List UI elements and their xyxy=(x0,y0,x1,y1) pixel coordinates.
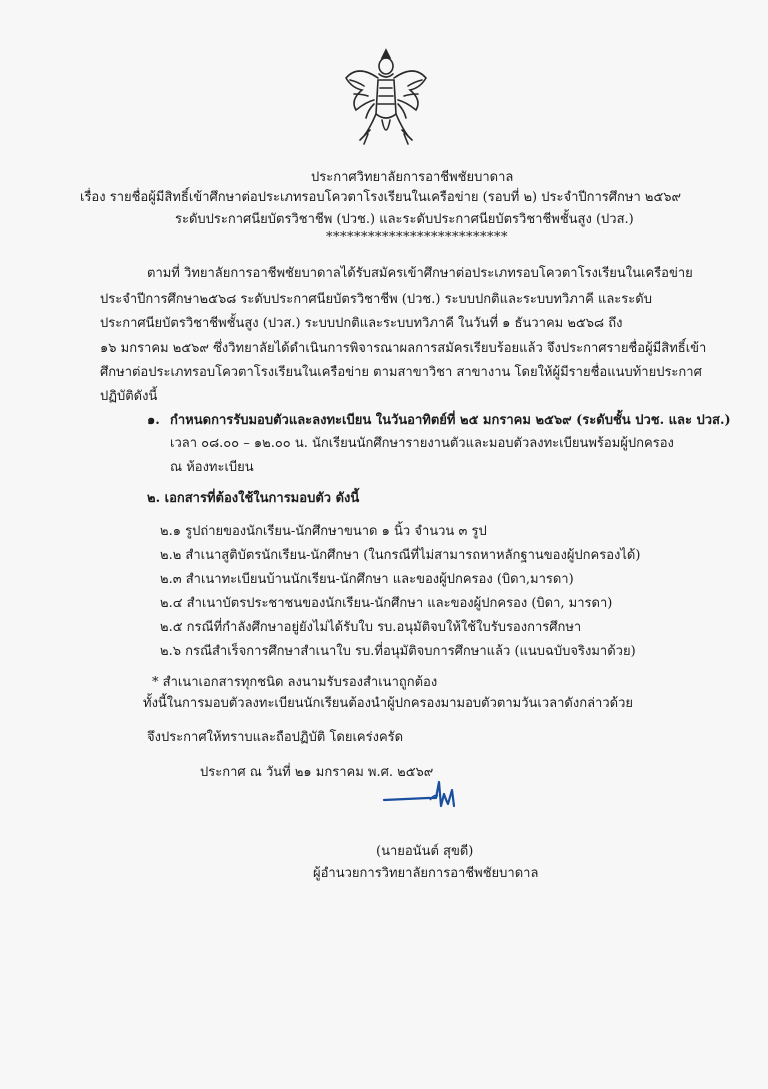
paragraph-line-5: ศึกษาต่อประเภทรอบโควตาโรงเรียนในเครือข่าย ตามสาขาวิชา สาขางาน โดยให้ผู้มีรายชื่อแนบท้ายประกาศ xyxy=(100,365,702,380)
garuda-emblem-icon xyxy=(338,44,434,152)
signature-icon xyxy=(378,760,468,820)
document-item: ๒.๒ สำเนาสูติบัตรนักเรียน-นักศึกษา (ในกรณีที่ไม่สามารถหาหลักฐานของผู้ปกครองได้) xyxy=(160,548,641,563)
paragraph-line-3: ประกาศนียบัตรวิชาชีพชั้นสูง (ปวส.) ระบบปกติและระบบทวิภาคี ในวันที่ ๑ ธันวาคม ๒๕๖๘ ถึง xyxy=(100,316,623,331)
separator-line: ************************** xyxy=(326,230,508,245)
item-1-number: ๑. xyxy=(147,413,160,428)
signer-name: (นายอนันต์ สุขดี) xyxy=(376,844,474,859)
subject-line-2: ระดับประกาศนียบัตรวิชาชีพ (ปวช.) และระดับประกาศนียบัตรวิชาชีพชั้นสูง (ปวส.) xyxy=(175,212,634,227)
item-2-title: ๒. เอกสารที่ต้องใช้ในการมอบตัว ดังนี้ xyxy=(147,491,360,506)
note-certify-copies: * สำเนาเอกสารทุกชนิด ลงนามรับรองสำเนาถูกต้อง xyxy=(152,675,438,690)
paragraph-line-4: ๑๖ มกราคม ๒๕๖๙ ซึ่งวิทยาลัยได้ดำเนินการพิจารณาผลการสมัครเรียบร้อยแล้ว จึงประกาศรายชื่อผู้มีสิทธิ์เข้า xyxy=(100,341,707,356)
document-item: ๒.๓ สำเนาทะเบียนบ้านนักเรียน-นักศึกษา และของผู้ปกครอง (บิดา,มารดา) xyxy=(160,572,574,587)
closing-statement: จึงประกาศให้ทราบและถือปฏิบัติ โดยเคร่งครัด xyxy=(147,730,404,745)
note-guardian-required: ทั้งนี้ในการมอบตัวลงทะเบียนนักเรียนต้องนำผู้ปกครองมามอบตัวตามวันเวลาดังกล่าวด้วย xyxy=(143,696,634,711)
item-1-time: เวลา ๐๘.๐๐ – ๑๒.๐๐ น. นักเรียนนักศึกษารายงานตัวและมอบตัวลงทะเบียนพร้อมผู้ปกครอง xyxy=(170,436,674,451)
announcement-org-title: ประกาศวิทยาลัยการอาชีพชัยบาดาล xyxy=(311,170,514,185)
document-item: ๒.๔ สำเนาบัตรประชาชนของนักเรียน-นักศึกษา และของผู้ปกครอง (บิดา, มารดา) xyxy=(160,596,613,611)
item-1-location: ณ ห้องทะเบียน xyxy=(170,460,254,475)
paragraph-line-1: ตามที่ วิทยาลัยการอาชีพชัยบาดาลได้รับสมัครเข้าศึกษาต่อประเภทรอบโควตาโรงเรียนในเครือข่าย xyxy=(147,266,693,281)
item-1-title: กำหนดการรับมอบตัวและลงทะเบียน ในวันอาทิตย์ที่ ๒๕ มกราคม ๒๕๖๙ (ระดับชั้น ปวช. และ ปวส.) xyxy=(170,413,731,428)
paragraph-line-6: ปฏิบัติดังนี้ xyxy=(100,389,158,404)
paragraph-line-2: ประจำปีการศึกษา๒๕๖๘ ระดับประกาศนียบัตรวิชาชีพ (ปวช.) ระบบปกติและระบบทวิภาคี และระดับ xyxy=(100,292,652,307)
signer-title: ผู้อำนวยการวิทยาลัยการอาชีพชัยบาดาล xyxy=(313,866,539,881)
subject-line-1: เรื่อง รายชื่อผู้มีสิทธิ์เข้าศึกษาต่อประเภทรอบโควตาโรงเรียนในเครือข่าย (รอบที่ ๒) ประจำปีการศึกษา ๒๕๖๙ xyxy=(80,190,682,205)
announcement-date: ประกาศ ณ วันที่ ๒๑ มกราคม พ.ศ. ๒๕๖๙ xyxy=(200,765,434,780)
document-item: ๒.๑ รูปถ่ายของนักเรียน-นักศึกษาขนาด ๑ นิ้ว จำนวน ๓ รูป xyxy=(160,524,487,539)
document-item: ๒.๖ กรณีสำเร็จการศึกษาสำเนาใบ รบ.ที่อนุมัติจบการศึกษาแล้ว (แนบฉบับจริงมาด้วย) xyxy=(160,644,636,659)
document-item: ๒.๕ กรณีที่กำลังศึกษาอยู่ยังไม่ได้รับใบ รบ.อนุมัติจบให้ใช้ใบรับรองการศึกษา xyxy=(160,620,582,635)
